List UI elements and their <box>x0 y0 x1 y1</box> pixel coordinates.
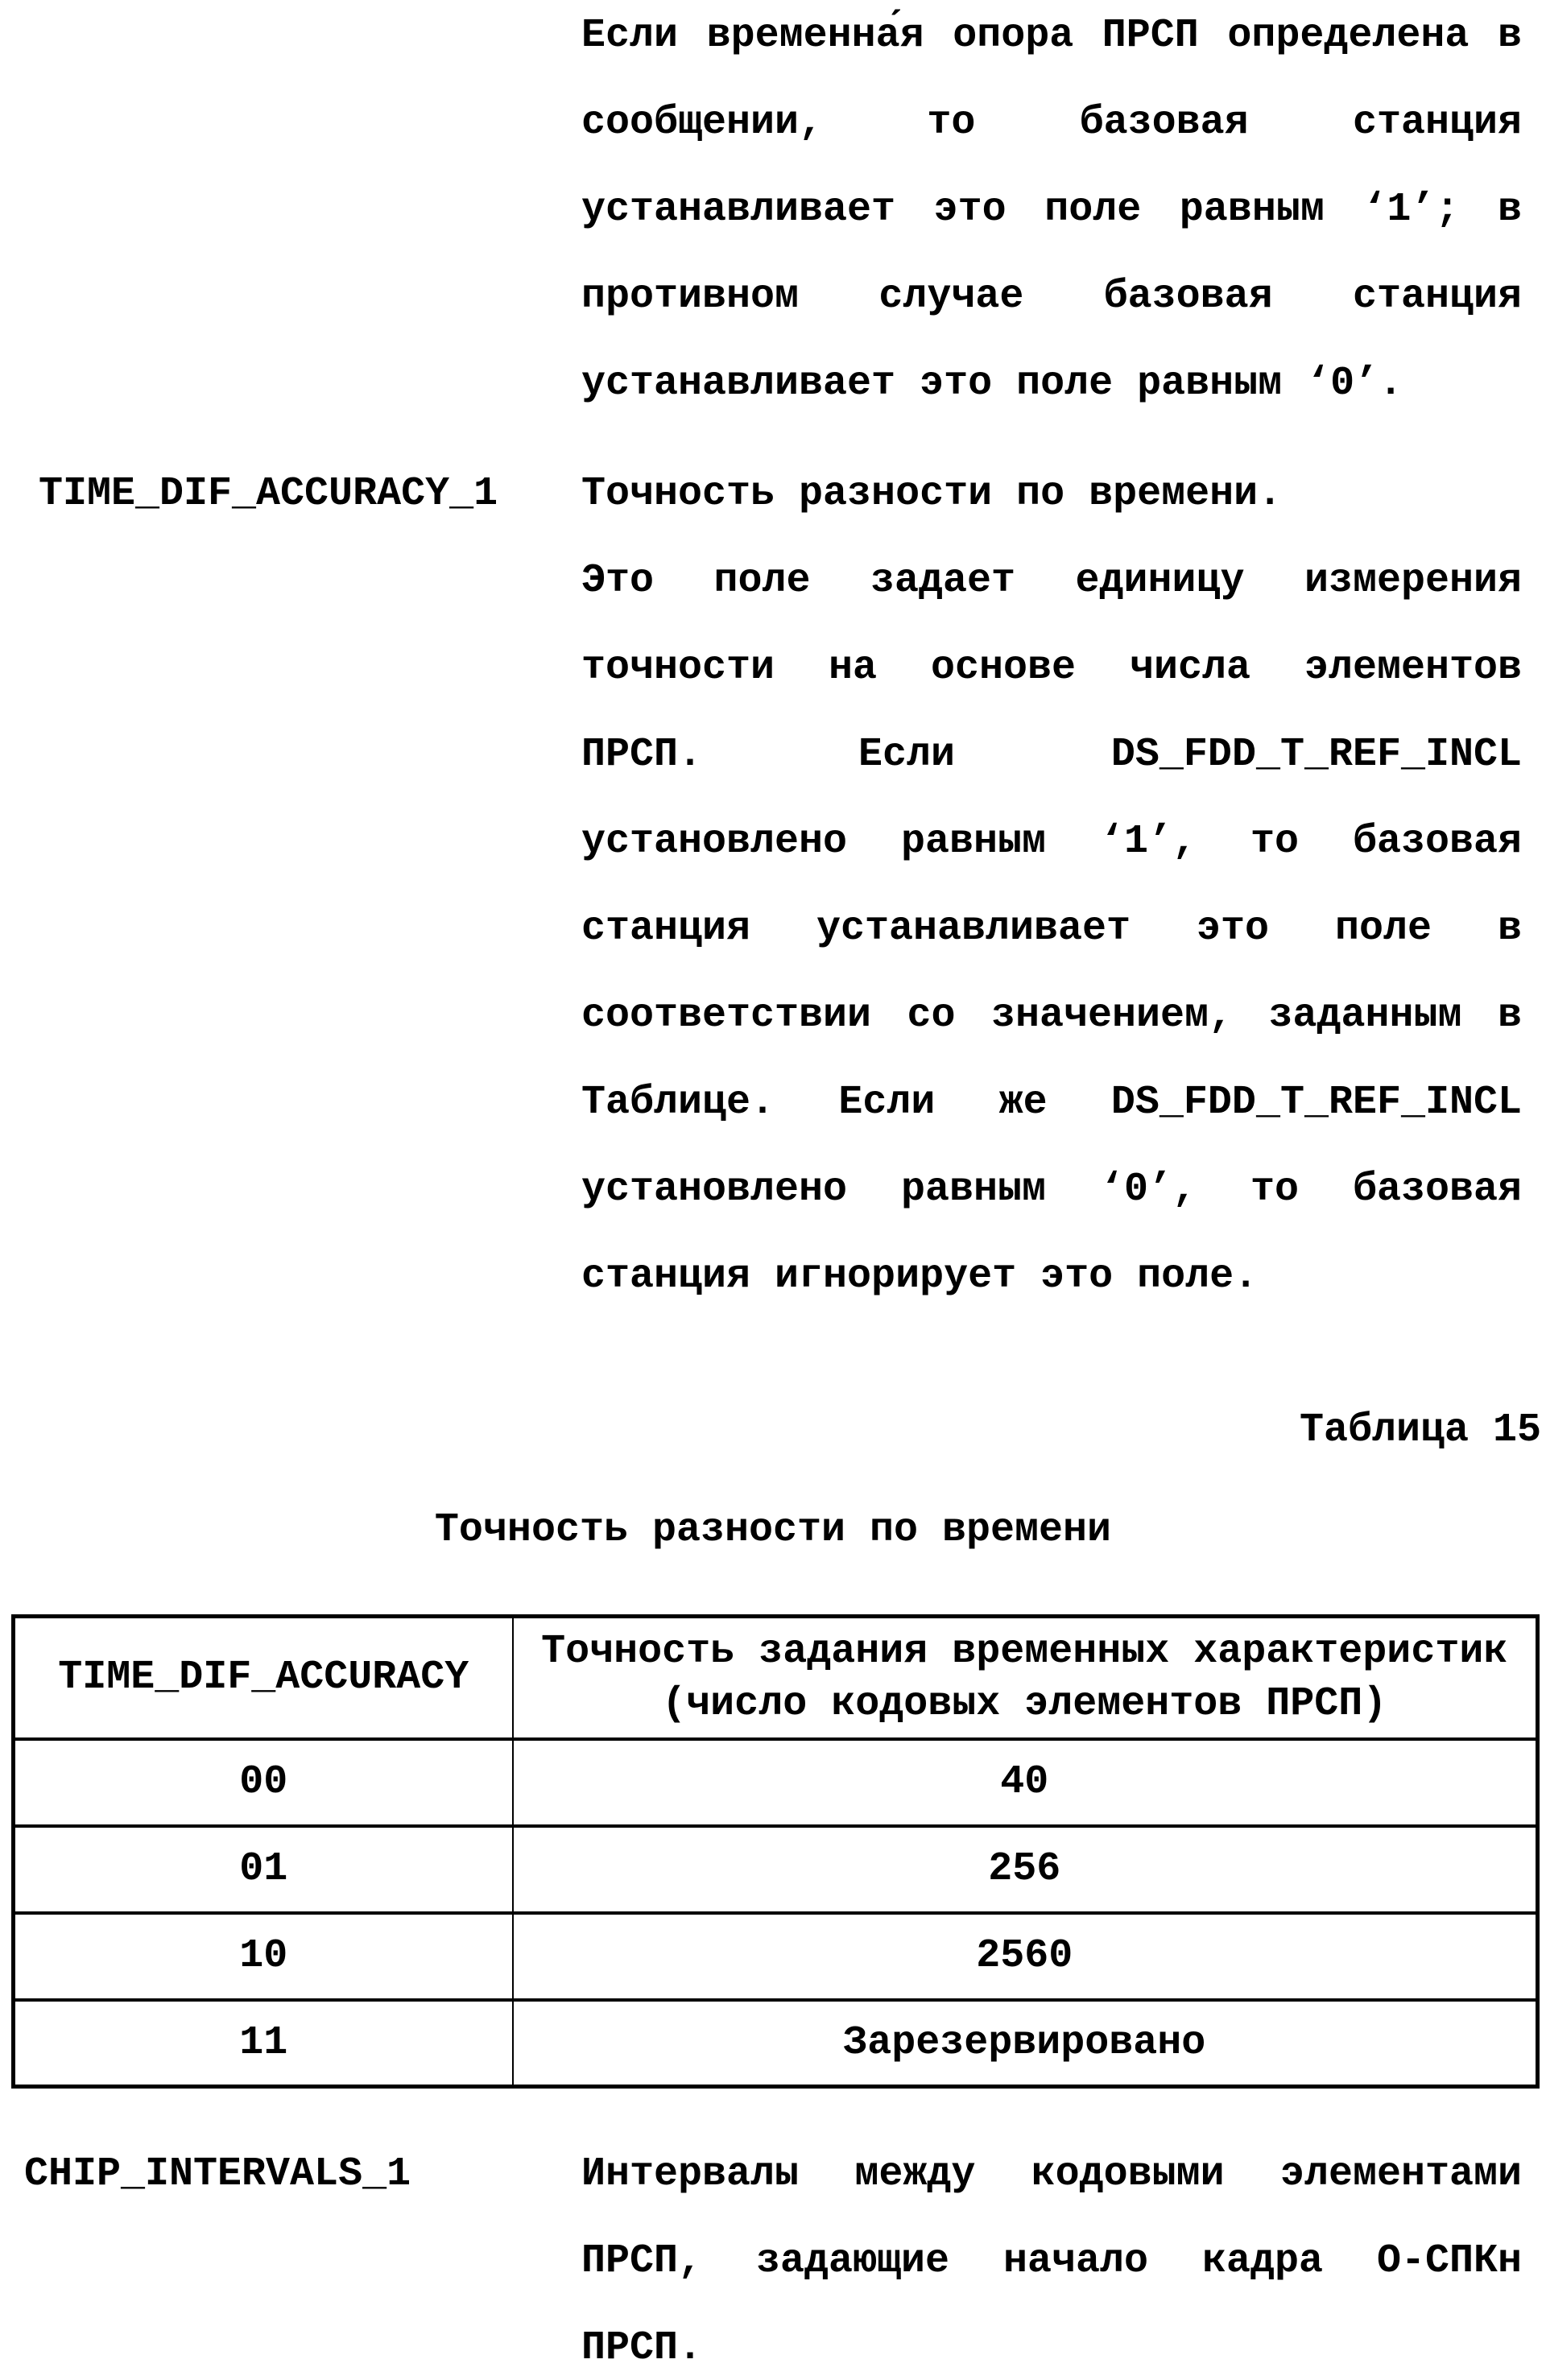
top-paragraph <box>581 13 1522 448</box>
table-header-cell-accuracy <box>513 1617 1538 1739</box>
text-line: Таблице. Если же DS_FDD_T_REF_INCL <box>581 1080 1522 1126</box>
text-line: ПРСП. <box>581 2325 703 2371</box>
table-body <box>14 1739 1538 2087</box>
table-header <box>14 1617 1538 1739</box>
text-line: Это поле задает единицу измерения <box>581 558 1522 604</box>
text-line: устанавливает это поле равным ‘1’; в <box>581 187 1522 233</box>
table-row <box>14 1826 1538 1913</box>
field-label-time-dif-accuracy-1: TIME_DIF_ACCURACY_1 <box>39 471 498 517</box>
text-line: точности на основе числа элементов <box>581 645 1522 691</box>
header-col2-line1: Точность задания временных характеристик <box>541 1628 1508 1675</box>
chip-intervals-description <box>581 2151 1522 2380</box>
table-cell-value: 2560 <box>513 1913 1538 2000</box>
table-title: Точность разности по времени <box>434 1507 1112 1553</box>
table-cell-code: 10 <box>14 1913 513 2000</box>
accuracy-table <box>11 1614 1540 2089</box>
table-caption: Таблица 15 <box>1299 1407 1541 1453</box>
table-cell-value: Зарезервировано <box>513 2000 1538 2087</box>
table-row <box>14 1913 1538 2000</box>
text-line: установлено равным ‘0’, то базовая <box>581 1167 1522 1213</box>
header-col2-line2: (число кодовых элементов ПРСП) <box>662 1680 1387 1727</box>
text-line: установлено равным ‘1’, то базовая <box>581 819 1522 865</box>
table-header-cell-code <box>14 1617 513 1739</box>
table-header-row <box>14 1617 1538 1739</box>
table-cell-value: 40 <box>513 1739 1538 1826</box>
field-label-chip-intervals-1: CHIP_INTERVALS_1 <box>24 2151 411 2197</box>
text-line: устанавливает это поле равным ‘0’. <box>581 361 1403 407</box>
table-cell-code: 11 <box>14 2000 513 2087</box>
table-row <box>14 1739 1538 1826</box>
text-line: станция игнорирует это поле. <box>581 1254 1259 1299</box>
text-line: станция устанавливает это поле в <box>581 906 1522 952</box>
table-cell-value: 256 <box>513 1826 1538 1913</box>
text-line: Если временна́я опора ПРСП определена в <box>581 13 1522 59</box>
table-cell-code: 01 <box>14 1826 513 1913</box>
text-line: сообщении, то базовая станция <box>581 100 1522 146</box>
table-cell-code: 00 <box>14 1739 513 1826</box>
text-line: Интервалы между кодовыми элементами <box>581 2151 1522 2197</box>
table-row <box>14 2000 1538 2087</box>
text-line: соответствии со значением, заданным в <box>581 993 1522 1039</box>
text-line: Точность разности по времени. <box>581 471 1283 517</box>
time-dif-accuracy-description <box>581 471 1522 1341</box>
text-line: ПРСП, задающие начало кадра О-СПКн <box>581 2238 1522 2284</box>
text-line: противном случае базовая станция <box>581 274 1522 320</box>
text-line: ПРСП. Если DS_FDD_T_REF_INCL <box>581 732 1522 778</box>
header-col1-text: TIME_DIF_ACCURACY <box>58 1655 469 1701</box>
